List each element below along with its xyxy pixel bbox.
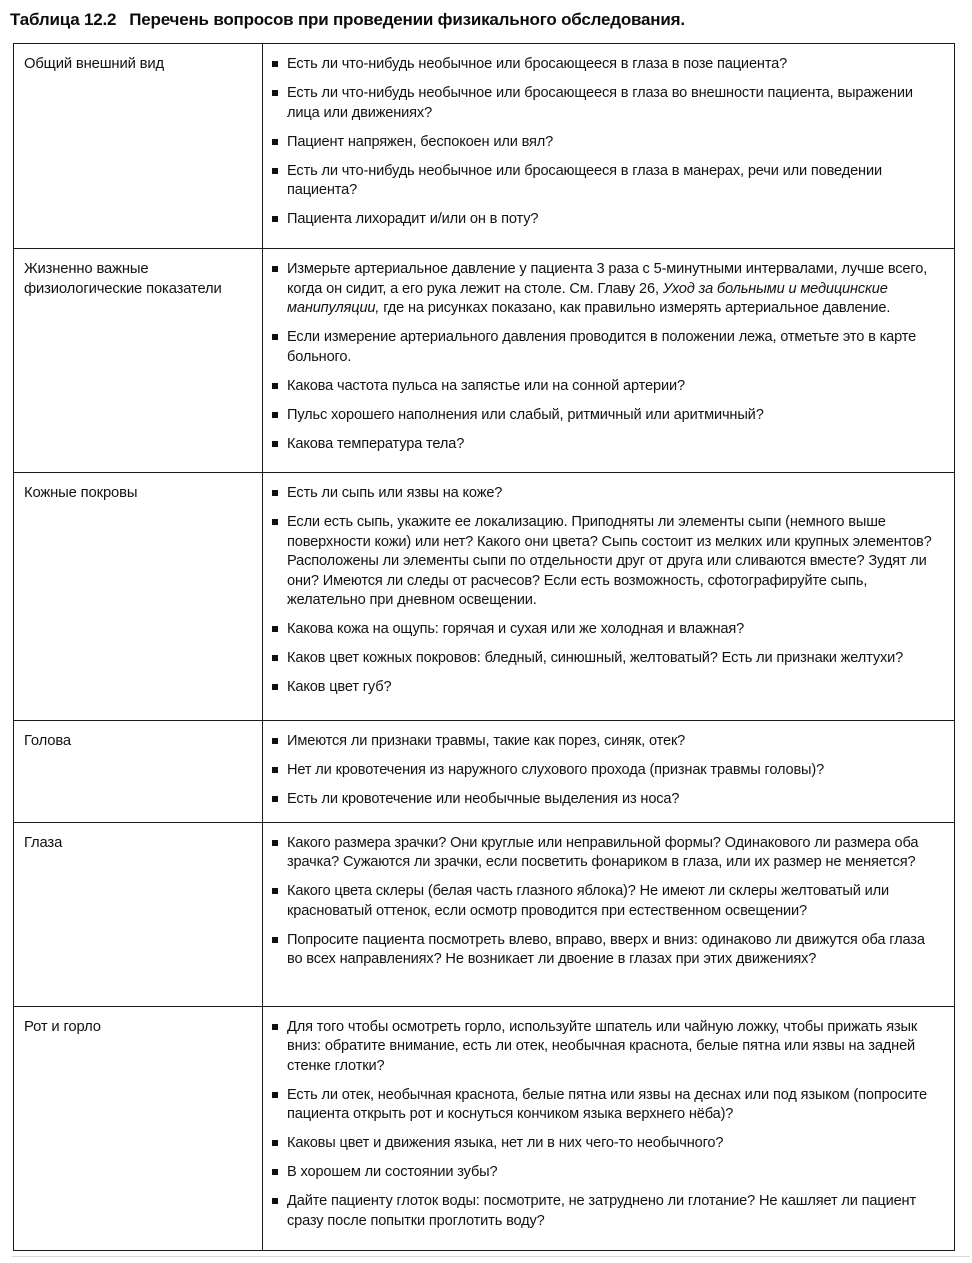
question-item [272, 790, 939, 810]
question-text [287, 1086, 939, 1125]
bullet-square-icon [272, 1169, 278, 1175]
question-text [287, 732, 685, 752]
bullet-square-icon [272, 61, 278, 67]
table-number-label: Таблица 12.2 [10, 10, 117, 29]
question-text-segment: Попросите пациента посмотреть влево, вправо, вверх и вниз: одинаково ли движутся оба глаза во всех направлениях? Не возникает ли двоение в глазах при этих движениях? [287, 931, 925, 967]
question-item [272, 834, 939, 873]
question-item [272, 678, 939, 698]
question-item [272, 328, 939, 367]
questions-cell [263, 721, 954, 822]
question-text [287, 761, 824, 781]
category-cell [14, 44, 263, 248]
category-label: Голова [24, 733, 71, 749]
question-item [272, 1134, 939, 1154]
question-item [272, 260, 939, 319]
question-text-segment: Есть ли что-нибудь необычное или бросающееся в глаза во внешности пациента, выражении лица или движениях? [287, 85, 913, 121]
bullet-square-icon [272, 441, 278, 447]
table-row [14, 248, 954, 472]
question-text-segment: Есть ли что-нибудь необычное или бросающееся в глаза в манерах, речи или поведении пациента? [287, 162, 882, 198]
bullet-square-icon [272, 412, 278, 418]
question-text-segment: Если измерение артериального давления проводится в положении лежа, отметьте это в карте больного. [287, 329, 917, 365]
category-label: Общий внешний вид [24, 56, 164, 72]
question-text [287, 260, 939, 319]
question-text [287, 328, 939, 367]
question-text-segment: Какова кожа на ощупь: горячая и сухая или же холодная и влажная? [287, 621, 745, 637]
bullet-square-icon [272, 1092, 278, 1098]
question-text-segment: Нет ли кровотечения из наружного слухового прохода (признак травмы головы)? [287, 762, 825, 778]
bullet-square-icon [272, 266, 278, 272]
question-text [287, 133, 553, 153]
table-row [14, 1006, 954, 1250]
category-cell [14, 823, 263, 1006]
question-item [272, 1163, 939, 1183]
bullet-square-icon [272, 1140, 278, 1146]
bullet-square-icon [272, 216, 278, 222]
category-cell [14, 721, 263, 822]
category-label: Рот и горло [24, 1018, 101, 1035]
question-text-segment: Для того чтобы осмотреть горло, используйте шпатель или чайную ложку, чтобы прижать язык вниз: обратите внимание, есть ли отек, необычная краснота, белые пятна или язвы на задней стенке глотки? [287, 1018, 918, 1074]
question-text-segment: Есть ли кровотечение или необычные выделения из носа? [287, 791, 680, 807]
question-text [287, 1163, 498, 1183]
bullet-square-icon [272, 383, 278, 389]
questions-cell [263, 249, 954, 472]
bullet-square-icon [272, 840, 278, 846]
question-item [272, 882, 939, 921]
table-title-text: Перечень вопросов при проведении физикального обследования. [129, 10, 685, 29]
bullet-square-icon [272, 139, 278, 145]
bullet-square-icon [272, 738, 278, 744]
question-text [287, 882, 939, 921]
bullet-square-icon [272, 90, 278, 96]
bullet-square-icon [272, 168, 278, 174]
question-item [272, 210, 939, 230]
question-text [287, 513, 939, 611]
question-text [287, 1018, 939, 1077]
category-cell [14, 473, 263, 720]
question-text [287, 649, 903, 669]
question-text-segment: где на рисунках показано, как правильно измерять артериальное давление. [379, 300, 891, 316]
question-text [287, 790, 679, 810]
bullet-square-icon [272, 1024, 278, 1030]
question-text [287, 377, 685, 397]
questions-cell [263, 823, 954, 1006]
question-item [272, 55, 939, 75]
question-text-segment: Какого размера зрачки? Они круглые или неправильной формы? Одинакового ли размера оба зрачка? Сужаются ли зрачки, если посветить фонариком в глаза, или их размер не меняется? [287, 834, 919, 870]
question-item [272, 84, 939, 123]
question-text-segment: Пульс хорошего наполнения или слабый, ритмичный или аритмичный? [287, 406, 764, 423]
question-text [287, 1134, 723, 1154]
question-item [272, 133, 939, 153]
bullet-square-icon [272, 684, 278, 690]
question-text-segment: Дайте пациенту глоток воды: посмотрите, не затруднено ли глотание? Не кашляет ли пациент сразу после попытки проглотить воду? [287, 1193, 917, 1229]
question-text [287, 484, 502, 504]
question-item [272, 162, 939, 201]
question-item [272, 761, 939, 781]
bullet-square-icon [272, 519, 278, 525]
question-text [287, 162, 939, 201]
table-row [14, 44, 954, 248]
question-item [272, 435, 939, 455]
category-cell [14, 249, 263, 472]
questions-cell [263, 1007, 954, 1250]
question-item [272, 732, 939, 752]
question-text-segment: Какого цвета склеры (белая часть глазного яблока)? Не имеют ли склеры желтоватый или красноватый оттенок, если осмотр проводится при естественном освещении? [287, 883, 890, 919]
page-title [10, 10, 958, 30]
question-text [287, 931, 939, 970]
bullet-square-icon [272, 655, 278, 661]
question-text-segment: Есть ли что-нибудь необычное или бросающееся в глаза в позе пациента? [287, 56, 788, 72]
examination-table [13, 43, 955, 1251]
question-text-segment: Есть ли отек, необычная краснота, белые пятна или язвы на деснах или под языком (попросите пациента открыть рот и коснуться кончиком языка верхнего нёба)? [287, 1086, 927, 1122]
question-item [272, 1192, 939, 1231]
table-row [14, 720, 954, 822]
category-label: Глаза [24, 834, 63, 851]
table-row [14, 822, 954, 1006]
question-text [287, 435, 464, 455]
question-text-segment: Пациента лихорадит и/или он в поту? [287, 211, 539, 227]
question-text [287, 678, 391, 698]
category-label: Жизненно важные физиологические показатели [24, 261, 222, 297]
question-text-segment: Какова температура тела? [287, 435, 465, 452]
bullet-square-icon [272, 796, 278, 802]
question-item [272, 649, 939, 669]
category-label: Кожные покровы [24, 485, 138, 501]
question-text-segment: Каков цвет кожных покровов: бледный, синюшный, желтоватый? Есть ли признаки желтухи? [287, 650, 904, 666]
question-item [272, 377, 939, 397]
question-text-segment: Какова частота пульса на запястье или на сонной артерии? [287, 377, 685, 394]
bullet-square-icon [272, 490, 278, 496]
question-item [272, 484, 939, 504]
question-text-segment: Измерьте артериальное давление у пациента 3 раза с 5-минутными интервалами, лучше всего, когда он сидит, а его рука лежит на столе. См. Главу 26, [287, 261, 928, 297]
questions-cell [263, 473, 954, 720]
bullet-square-icon [272, 334, 278, 340]
question-item [272, 1018, 939, 1077]
question-item [272, 406, 939, 426]
question-text [287, 620, 744, 640]
question-item [272, 1086, 939, 1125]
question-text-segment: Есть ли сыпь или язвы на коже? [287, 485, 503, 501]
question-text-segment: Каков цвет губ? [287, 679, 392, 695]
question-text-segment: В хорошем ли состоянии зубы? [287, 1164, 498, 1180]
question-text-italic-segment: Уход за больными и медицинские манипуляции, [287, 280, 888, 316]
bullet-square-icon [272, 888, 278, 894]
question-item [272, 513, 939, 611]
question-text-segment: Если есть сыпь, укажите ее локализацию. Приподняты ли элементы сыпи (немного выше поверхности кожи) или нет? Какого они цвета? Сыпь состоит из мелких или крупных элементов? Расположены ли элементы сыпи по отдельности друг от друга или сливаются вместе? Зудят ли они? Имеются ли следы от расчесов? Если есть возможность, сфотографируйте сыпь, желательно при дневном освещении. [287, 514, 932, 608]
question-item [272, 620, 939, 640]
table-row [14, 472, 954, 720]
question-text [287, 210, 538, 230]
category-cell [14, 1007, 263, 1250]
question-text [287, 406, 764, 426]
question-text [287, 84, 939, 123]
bullet-square-icon [272, 626, 278, 632]
question-text-segment: Каковы цвет и движения языка, нет ли в них чего-то необычного? [287, 1135, 724, 1151]
question-text-segment: Имеются ли признаки травмы, такие как порез, синяк, отек? [287, 733, 686, 749]
question-text [287, 55, 787, 75]
question-item [272, 931, 939, 970]
question-text [287, 1192, 939, 1231]
question-text-segment: Пациент напряжен, беспокоен или вял? [287, 133, 554, 150]
bullet-square-icon [272, 767, 278, 773]
bullet-square-icon [272, 937, 278, 943]
question-text [287, 834, 939, 873]
bullet-square-icon [272, 1198, 278, 1204]
questions-cell [263, 44, 954, 248]
